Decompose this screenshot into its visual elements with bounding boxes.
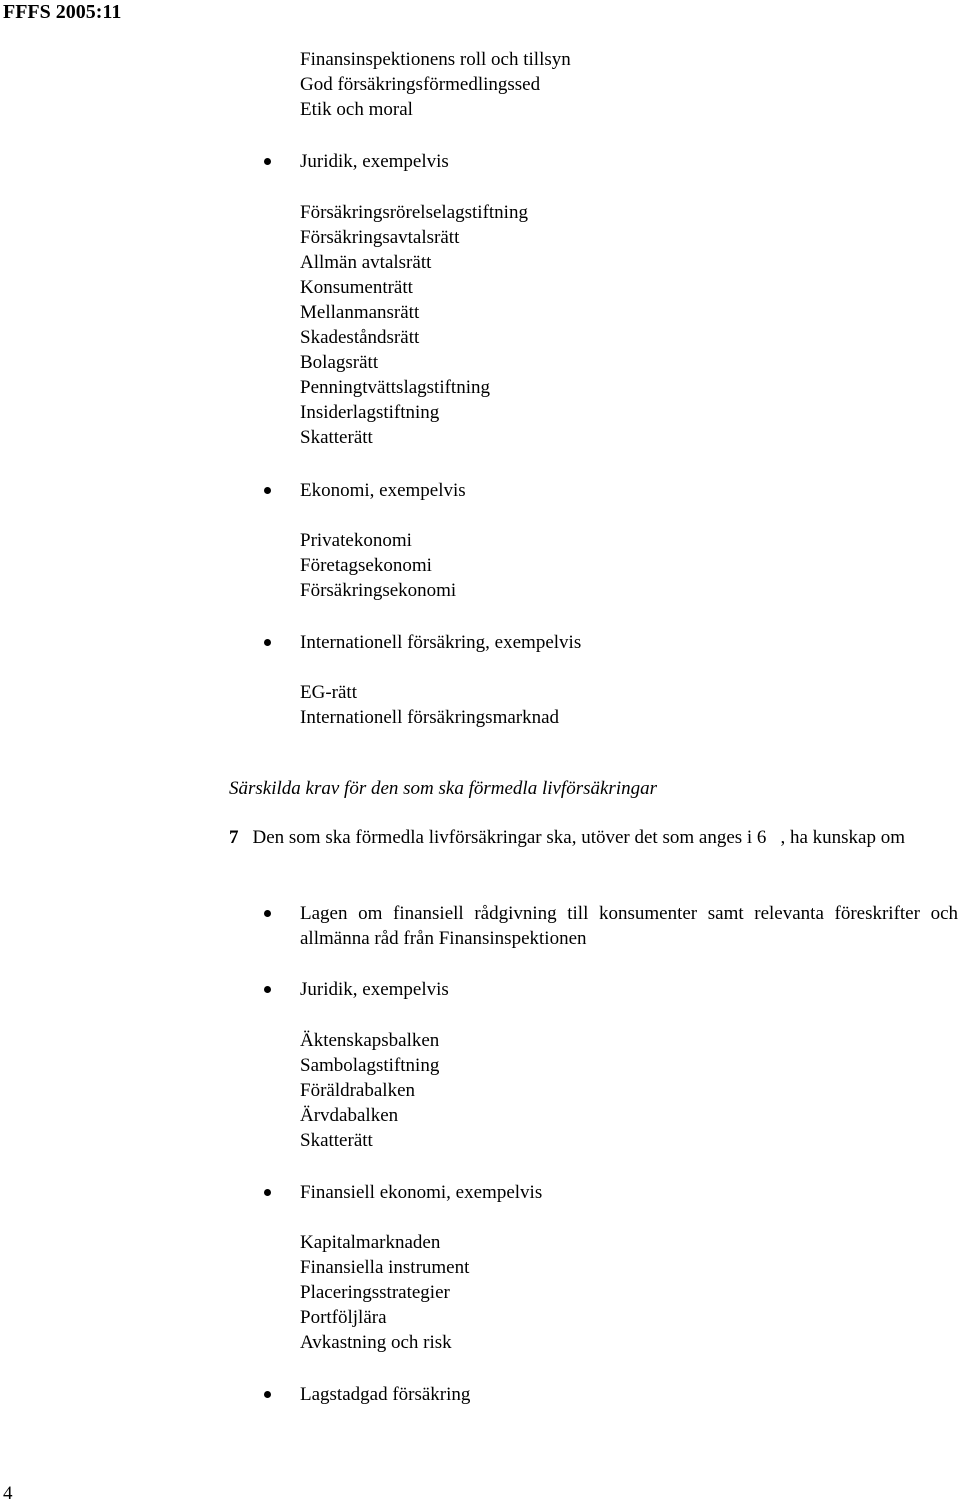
list-item: Privatekonomi xyxy=(300,530,412,551)
list-item: Finansinspektionens roll och tillsyn xyxy=(300,49,571,70)
list-item: Placeringsstrategier xyxy=(300,1282,450,1303)
list-item: Äktenskapsbalken xyxy=(300,1030,440,1051)
list-item: God försäkringsförmedlingssed xyxy=(300,74,541,95)
top-item-list xyxy=(300,47,571,122)
list-item: Skadeståndsrätt xyxy=(300,327,420,348)
page-number: 4 xyxy=(3,1483,13,1504)
paragraph-text: , ha kunskap om xyxy=(780,827,905,848)
list-item: Ärvdabalken xyxy=(300,1105,399,1126)
list-item: Portföljlära xyxy=(300,1307,387,1328)
list-item: Försäkringsekonomi xyxy=(300,580,457,601)
list-item: Konsumenträtt xyxy=(300,277,413,298)
list-item: Skatterätt xyxy=(300,427,373,448)
paragraph-text: Den som ska förmedla livförsäkringar ska, utöver det som anges i 6 xyxy=(252,827,767,848)
list-item: Skatterätt xyxy=(300,1130,373,1151)
bullet-icon xyxy=(264,158,271,165)
list-item: Försäkringsavtalsrätt xyxy=(300,227,460,248)
bullet-item-lagen: Lagen om finansiell rådgivning till konsumenter samt relevanta föreskrifter och allmänna råd från Finansinspektionen xyxy=(300,903,958,949)
list-item: Mellanmansrätt xyxy=(300,302,420,323)
bullet-item-lagstadgad: Lagstadgad försäkring xyxy=(300,1384,471,1405)
juridik-sublist xyxy=(300,200,528,450)
bullet-icon xyxy=(264,487,271,494)
bullet-item-juridik: Juridik, exempelvis xyxy=(300,979,449,1000)
list-item: Försäkringsrörelselagstiftning xyxy=(300,202,528,223)
list-item: Insiderlagstiftning xyxy=(300,402,440,423)
list-item: Allmän avtalsrätt xyxy=(300,252,432,273)
bullet-icon xyxy=(264,986,271,993)
list-item: Bolagsrätt xyxy=(300,352,379,373)
juridik-sublist xyxy=(300,1028,439,1153)
list-item: Finansiella instrument xyxy=(300,1257,470,1278)
bullet-item-finansiell: Finansiell ekonomi, exempelvis xyxy=(300,1182,543,1203)
bullet-item-juridik: Juridik, exempelvis xyxy=(300,151,449,172)
bullet-icon xyxy=(264,1189,271,1196)
bullet-icon xyxy=(264,910,271,917)
bullet-icon xyxy=(264,639,271,646)
list-item: Penningtvättslagstiftning xyxy=(300,377,490,398)
bullet-item-ekonomi: Ekonomi, exempelvis xyxy=(300,480,466,501)
internationell-sublist xyxy=(300,680,559,730)
list-item: Avkastning och risk xyxy=(300,1332,452,1353)
bullet-icon xyxy=(264,1391,271,1398)
paragraph-number: 7 xyxy=(229,827,239,848)
list-item: Sambolagstiftning xyxy=(300,1055,440,1076)
list-item: Etik och moral xyxy=(300,99,413,120)
finansiell-sublist xyxy=(300,1230,469,1355)
list-item: EG-rätt xyxy=(300,682,357,703)
ekonomi-sublist xyxy=(300,528,456,603)
section-heading: Särskilda krav för den som ska förmedla livförsäkringar xyxy=(229,778,658,799)
bullet-item-internationell: Internationell försäkring, exempelvis xyxy=(300,632,582,653)
list-item: Internationell försäkringsmarknad xyxy=(300,707,560,728)
section-paragraph xyxy=(229,825,959,850)
document-header: FFFS 2005:11 xyxy=(3,1,122,23)
list-item: Kapitalmarknaden xyxy=(300,1232,441,1253)
list-item: Företagsekonomi xyxy=(300,555,432,576)
list-item: Föräldrabalken xyxy=(300,1080,416,1101)
